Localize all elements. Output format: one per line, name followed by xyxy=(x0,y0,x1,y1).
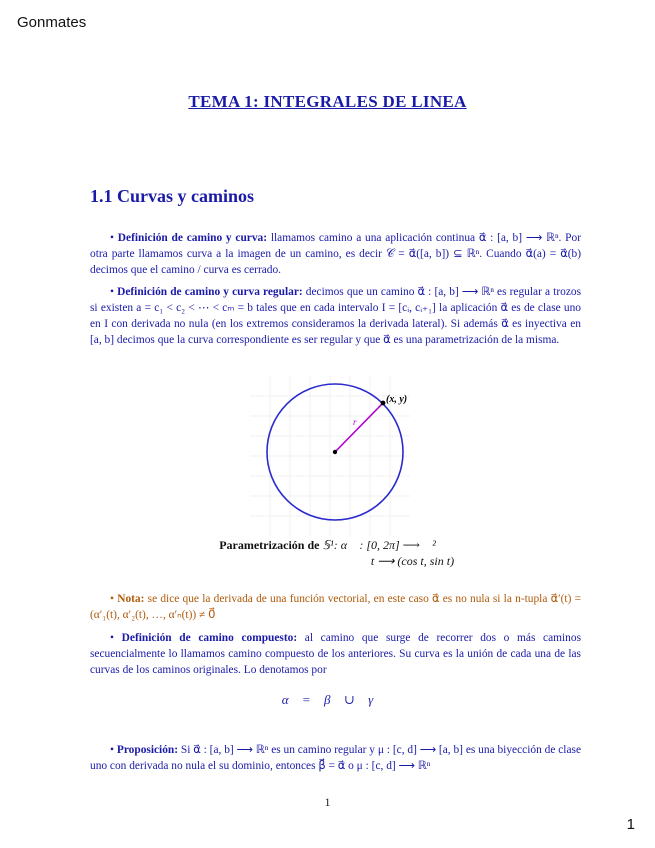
corner-page-number: 1 xyxy=(626,816,635,833)
paragraph-nota: • Nota: se dice que la derivada de una función vectorial, en este caso α⃗ es no nula si la n-tupla α⃗′(t) = (α′₁(t), α′₂(t), …, α′ₙ(t)) ≠ 0⃗ xyxy=(90,593,582,621)
point-label: (x, y) xyxy=(386,394,408,405)
term-label: Nota: xyxy=(117,593,145,605)
section-heading: 1.1 Curvas y caminos xyxy=(90,186,255,206)
term-label: Proposición: xyxy=(116,744,179,756)
paragraph-text: Si α⃗ : [a, b] ⟶ ℝⁿ es un camino regular y μ : [c, d] ⟶ [a, b] es una biyección de clase uno con derivada no nula el su dominio, entonces β⃗ = α⃗ o μ : [c, d] ⟶ ℝⁿ xyxy=(90,744,581,772)
paragraph-proposicion: • Proposición: Si α⃗ : [a, b] ⟶ ℝⁿ es un camino regular y μ : [c, d] ⟶ [a, b] es una biyección de clase uno con derivada no nula el su dominio, entonces β⃗ = α⃗ o μ : [c, d] ⟶ ℝⁿ xyxy=(90,744,581,772)
term-label: Definición de camino y curva regular: xyxy=(117,286,303,298)
caption-math-line2: t ⟶ (cos t, sin t) xyxy=(370,554,455,568)
center-point xyxy=(333,450,337,454)
page-number: 1 xyxy=(324,795,331,809)
radius-line xyxy=(335,403,383,452)
paragraph-text: al camino que surge de recorrer dos o más caminos secuencialmente lo llamamos camino compuesto de los anteriores. Su curva es la unión de cada una de las curvas de los caminos originales. Lo denotamos por xyxy=(90,632,582,676)
circle-figure xyxy=(250,376,410,536)
page-title: TEMA 1: INTEGRALES DE LINEA xyxy=(188,92,467,111)
paragraph-definition-regular: • Definición de camino y curva regular: decimos que un camino α⃗ : [a, b] ⟶ ℝⁿ es regular a trozos si existen a = c₁ < c₂ < ⋯ < cₘ = b tales que en cada intervalo I = [cᵢ, cᵢ₊₁] la aplicación α⃗ es de clase uno en I con derivada no nula (en los extremos consideramos la derivada lateral). Si además α⃗ es inyectiva en [a, b] decimos que la curva correspondiente es ser regular y que α⃗ es una parametrización de la misma. xyxy=(90,286,582,346)
paragraph-definition-compuesto: • Definición de camino compuesto: al camino que surge de recorrer dos o más caminos secuencialmente lo llamamos camino compuesto de los anteriores. Su curva es la unión de cada una de las curvas de los caminos originales. Lo denotamos por xyxy=(90,632,582,676)
paragraph-text: llamamos camino a una aplicación continua α⃗ : [a, b] ⟶ ℝⁿ. Por otra parte llamamos curva a la imagen de un camino, es decir 𝒞 = α⃗([a, b]) ⊆ ℝⁿ. Cuando α⃗(a) = α⃗(b) decimos que el camino / curva es cerrado. xyxy=(90,232,581,276)
term-label: Definición de camino y curva: xyxy=(117,232,268,244)
caption-math: 𝕊¹: α⃗ : [0, 2π] ⟶ ℝ² xyxy=(319,538,436,552)
radius-label: r xyxy=(353,417,357,427)
caption-label: Parametrización de xyxy=(219,538,320,552)
paragraph-text: se dice que la derivada de una función vectorial, en este caso α⃗ es no nula si la n-tupla α⃗′(t) = (α′₁(t), α′₂(t), …, α′ₙ(t)) ≠ 0⃗ xyxy=(90,593,582,621)
figure-caption xyxy=(0,537,655,569)
term-label: Definición de camino compuesto: xyxy=(121,632,298,644)
paragraph-definition-camino: • Definición de camino y curva: llamamos camino a una aplicación continua α⃗ : [a, b] ⟶ ℝⁿ. Por otra parte llamamos curva a la imagen de un camino, es decir 𝒞 = α⃗([a, b]) ⊆ ℝⁿ. Cuando α⃗(a) = α⃗(b) decimos que el camino / curva es cerrado. xyxy=(90,232,581,276)
watermark: Gonmates xyxy=(17,14,87,31)
paragraph-text: decimos que un camino α⃗ : [a, b] ⟶ ℝⁿ es regular a trozos si existen a = c₁ < c₂ < ⋯ < cₘ = b tales que en cada intervalo I = [cᵢ, cᵢ₊₁] la aplicación α⃗ es de clase uno en I con derivada no nula (en los extremos consideramos la derivada lateral). Si además α⃗ es inyectiva en [a, b] decimos que la curva correspondiente es ser regular y que α⃗ es una parametrización de la misma. xyxy=(90,286,582,346)
circle-point xyxy=(381,401,386,406)
union-formula: 𝒞α⃗ = 𝒞β⃗ ∪ 𝒞γ⃗ xyxy=(271,692,384,707)
